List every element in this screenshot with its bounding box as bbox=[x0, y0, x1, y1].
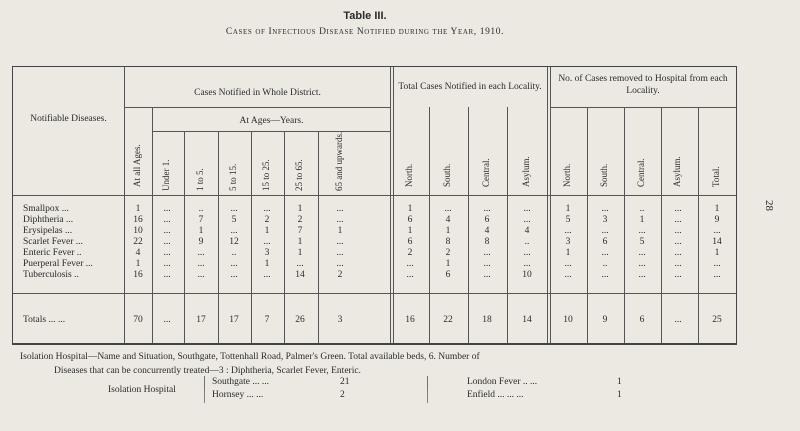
removed-column-header: South. bbox=[599, 163, 609, 187]
hospital-count: 21 bbox=[340, 377, 350, 387]
table-cell: ... bbox=[163, 259, 171, 269]
hospital-name: Southgate ... ... bbox=[212, 377, 269, 387]
totals-cell: 70 bbox=[133, 315, 143, 325]
table-cell: 1 bbox=[714, 248, 720, 258]
table-cell: 1 bbox=[407, 204, 413, 214]
page-number: 28 bbox=[763, 200, 775, 211]
disease-name: Erysipelas ... bbox=[23, 226, 73, 236]
table-cell: 2 bbox=[337, 270, 343, 280]
all-ages-header: At all Ages. bbox=[132, 144, 142, 187]
table-cell: ... bbox=[263, 270, 271, 280]
table-cell: ... bbox=[713, 259, 721, 269]
table-cell: ... bbox=[230, 226, 238, 236]
table-cell: 1 bbox=[407, 226, 413, 236]
table-cell: 10 bbox=[522, 270, 532, 280]
table-cell: ... bbox=[163, 215, 171, 225]
table-cell: ... bbox=[336, 237, 344, 247]
table-cell: 3 bbox=[602, 215, 608, 225]
removed-column-header: Central. bbox=[636, 158, 646, 187]
table-cell: 9 bbox=[714, 215, 720, 225]
table-cell: ... bbox=[674, 270, 682, 280]
table-cell: 1 bbox=[135, 204, 141, 214]
age-column-header: 25 to 65. bbox=[294, 159, 304, 191]
table-title: Table III. bbox=[343, 10, 387, 22]
table-cell: ... bbox=[444, 204, 452, 214]
table-cell: ... bbox=[564, 226, 572, 236]
table-cell: 6 bbox=[407, 215, 413, 225]
table-cell: ... bbox=[638, 248, 646, 258]
table-cell: 5 bbox=[565, 215, 571, 225]
column-rule bbox=[218, 131, 219, 343]
table-cell: 14 bbox=[712, 237, 722, 247]
totals-cell: 3 bbox=[337, 315, 343, 325]
table-cell: 6 bbox=[602, 237, 608, 247]
column-rule bbox=[184, 131, 185, 343]
whole-district-header: Cases Notified in Whole District. bbox=[194, 88, 321, 98]
table-cell: 14 bbox=[295, 270, 305, 280]
column-rule bbox=[624, 107, 625, 343]
table-cell: 4 bbox=[524, 226, 530, 236]
table-cell: ... bbox=[336, 204, 344, 214]
table-cell: ... bbox=[197, 248, 205, 258]
brace-left: | bbox=[203, 374, 207, 391]
table-cell: 1 bbox=[264, 259, 270, 269]
at-ages-years-header: At Ages—Years. bbox=[239, 116, 304, 126]
footer-line-2: Diseases that can be concurrently treated—3 : Diphtheria, Scarlet Fever, Enteric. bbox=[54, 366, 361, 376]
table-cell: ... bbox=[601, 270, 609, 280]
table-cell: 6 bbox=[484, 215, 490, 225]
table-cell: ... bbox=[336, 259, 344, 269]
table-cell: 12 bbox=[229, 237, 239, 247]
table-cell: ... bbox=[638, 259, 646, 269]
brace-right: | bbox=[426, 389, 429, 404]
brace-right: | bbox=[426, 374, 430, 391]
statistics-table bbox=[12, 66, 737, 345]
table-cell: 2 bbox=[445, 248, 451, 258]
age-column-header: 5 to 15. bbox=[228, 163, 238, 191]
totals-cell: 26 bbox=[295, 315, 305, 325]
table-cell: 6 bbox=[445, 270, 451, 280]
table-cell: ... bbox=[263, 204, 271, 214]
table-cell: 4 bbox=[135, 248, 141, 258]
table-cell: 1 bbox=[297, 204, 303, 214]
table-cell: 3 bbox=[565, 237, 571, 247]
header-rule bbox=[550, 107, 736, 108]
table-cell: .. bbox=[524, 237, 530, 247]
table-cell: 16 bbox=[133, 215, 143, 225]
table-cell: 1 bbox=[565, 204, 571, 214]
table-cell: 7 bbox=[198, 215, 204, 225]
hospital-name: London Fever .. ... bbox=[467, 377, 538, 387]
column-rule bbox=[587, 107, 588, 343]
table-cell: 1 bbox=[714, 204, 720, 214]
table-cell: ... bbox=[674, 248, 682, 258]
totals-label: Totals ... ... bbox=[23, 315, 66, 325]
totals-cell: ... bbox=[163, 315, 171, 325]
table-cell: 1 bbox=[565, 248, 571, 258]
table-cell: ... bbox=[406, 270, 414, 280]
table-cell: ... bbox=[713, 270, 721, 280]
totals-cell: 10 bbox=[563, 315, 573, 325]
table-cell: ... bbox=[230, 204, 238, 214]
table-cell: ... bbox=[674, 204, 682, 214]
column-rule bbox=[152, 107, 153, 343]
hospital-name: Enfield ... ... ... bbox=[467, 390, 524, 400]
table-cell: 2 bbox=[297, 215, 303, 225]
totals-cell: 9 bbox=[602, 315, 608, 325]
column-rule bbox=[468, 107, 469, 343]
locality-column-header: Asylum. bbox=[521, 156, 531, 187]
column-rule bbox=[507, 107, 508, 343]
header-rule bbox=[125, 107, 390, 108]
table-cell: ... bbox=[406, 259, 414, 269]
table-cell: .. bbox=[602, 259, 608, 269]
table-cell: ... bbox=[601, 226, 609, 236]
isolation-hospital-label: Isolation Hospital bbox=[108, 385, 176, 395]
column-rule bbox=[661, 107, 662, 343]
table-cell: 1 bbox=[198, 226, 204, 236]
totals-cell: 7 bbox=[264, 315, 270, 325]
header-rule bbox=[13, 195, 736, 196]
table-cell: ... bbox=[638, 270, 646, 280]
table-cell: 16 bbox=[133, 270, 143, 280]
table-cell: ... bbox=[483, 248, 491, 258]
table-cell: ... bbox=[163, 270, 171, 280]
totals-cell: 17 bbox=[229, 315, 239, 325]
age-column-header: 65 and upwards. bbox=[334, 131, 344, 191]
age-column-header: 15 to 25. bbox=[261, 159, 271, 191]
age-column-header: Under 1. bbox=[161, 159, 171, 191]
removed-column-header: Asylum. bbox=[672, 156, 682, 187]
table-cell: ... bbox=[230, 259, 238, 269]
totals-cell: ... bbox=[674, 315, 682, 325]
removed-column-header: North. bbox=[562, 163, 572, 187]
column-rule bbox=[284, 131, 285, 343]
table-subtitle: Cases of Infectious Disease Notified during the Year, 1910. bbox=[225, 27, 505, 37]
table-cell: ... bbox=[601, 248, 609, 258]
table-cell: ... bbox=[523, 248, 531, 258]
table-cell: ... bbox=[523, 259, 531, 269]
table-cell: 1 bbox=[297, 237, 303, 247]
age-column-header: 1 to 5. bbox=[195, 168, 205, 191]
notifiable-diseases-header: Notifiable Diseases. bbox=[30, 114, 107, 124]
disease-name: Enteric Fever .. bbox=[23, 248, 82, 258]
column-rule bbox=[698, 107, 699, 343]
removed-hospital-header: No. of Cases removed to Hospital from each Locality. bbox=[558, 74, 728, 96]
table-cell: ... bbox=[483, 270, 491, 280]
table-cell: .. bbox=[639, 204, 645, 214]
totals-cell: 6 bbox=[639, 315, 645, 325]
totals-rule bbox=[13, 293, 736, 294]
table-cell: ... bbox=[197, 270, 205, 280]
header-rule bbox=[153, 131, 390, 132]
totals-cell: 17 bbox=[196, 315, 206, 325]
disease-name: Smallpox ... bbox=[23, 204, 69, 214]
table-cell: ... bbox=[713, 226, 721, 236]
hospital-count: 1 bbox=[617, 377, 622, 387]
table-cell: ... bbox=[230, 270, 238, 280]
table-cell: ... bbox=[163, 226, 171, 236]
totals-cell: 18 bbox=[482, 315, 492, 325]
table-cell: 1 bbox=[337, 226, 343, 236]
table-cell: ... bbox=[674, 215, 682, 225]
totals-cell: 14 bbox=[522, 315, 532, 325]
table-cell: ... bbox=[674, 259, 682, 269]
table-cell: 10 bbox=[133, 226, 143, 236]
table-cell: 8 bbox=[445, 237, 451, 247]
table-cell: ... bbox=[263, 237, 271, 247]
removed-column-header: Total. bbox=[711, 166, 721, 187]
hospital-count: 1 bbox=[617, 390, 622, 400]
disease-name: Puerperal Fever ... bbox=[23, 259, 93, 269]
table-cell: ... bbox=[523, 204, 531, 214]
column-rule bbox=[318, 131, 319, 343]
brace-left: | bbox=[203, 389, 206, 404]
totals-cell: 22 bbox=[443, 315, 453, 325]
disease-name: Diphtheria ... bbox=[23, 215, 74, 225]
table-cell: 4 bbox=[445, 215, 451, 225]
table-cell: ... bbox=[483, 204, 491, 214]
table-cell: 1 bbox=[445, 226, 451, 236]
totals-cell: 25 bbox=[712, 315, 722, 325]
table-cell: 1 bbox=[264, 226, 270, 236]
locality-column-header: North. bbox=[404, 163, 414, 187]
table-cell: ... bbox=[674, 237, 682, 247]
table-cell: 1 bbox=[445, 259, 451, 269]
column-rule bbox=[251, 131, 252, 343]
locality-column-header: South. bbox=[442, 163, 452, 187]
table-cell: ... bbox=[163, 237, 171, 247]
disease-name: Tuberculosis .. bbox=[23, 270, 79, 280]
table-cell: ... bbox=[336, 215, 344, 225]
table-cell: ... bbox=[523, 215, 531, 225]
table-cell: 1 bbox=[297, 248, 303, 258]
table-cell: ... bbox=[674, 226, 682, 236]
table-cell: 5 bbox=[639, 237, 645, 247]
table-cell: 1 bbox=[639, 215, 645, 225]
table-cell: ... bbox=[296, 259, 304, 269]
table-cell: .. bbox=[231, 248, 237, 258]
totals-cell: 16 bbox=[405, 315, 415, 325]
table-cell: 8 bbox=[484, 237, 490, 247]
table-cell: 3 bbox=[264, 248, 270, 258]
disease-name: Scarlet Fever ... bbox=[23, 237, 83, 247]
table-cell: 2 bbox=[264, 215, 270, 225]
table-cell: ... bbox=[163, 248, 171, 258]
table-cell: .. bbox=[198, 204, 204, 214]
table-cell: ... bbox=[483, 259, 491, 269]
table-cell: 2 bbox=[407, 248, 413, 258]
table-cell: ... bbox=[163, 204, 171, 214]
table-cell: 22 bbox=[133, 237, 143, 247]
table-cell: 4 bbox=[484, 226, 490, 236]
table-cell: ... bbox=[336, 248, 344, 258]
table-cell: ... bbox=[638, 226, 646, 236]
locality-column-header: Central. bbox=[481, 158, 491, 187]
table-cell: 1 bbox=[135, 259, 141, 269]
footer-line-1: Isolation Hospital—Name and Situation, Southgate, Tottenhall Road, Palmer's Green. Total available beds, 6. Number of bbox=[20, 352, 480, 362]
table-cell: 7 bbox=[297, 226, 303, 236]
table-cell: ... bbox=[564, 259, 572, 269]
table-cell: 9 bbox=[198, 237, 204, 247]
table-cell: ... bbox=[197, 259, 205, 269]
hospital-count: 2 bbox=[340, 390, 345, 400]
column-rule bbox=[429, 107, 430, 343]
hospital-name: Hornsey ... ... bbox=[212, 390, 264, 400]
column-rule bbox=[547, 67, 551, 343]
table-cell: ... bbox=[564, 270, 572, 280]
table-cell: 5 bbox=[231, 215, 237, 225]
column-rule bbox=[390, 67, 394, 343]
table-cell: 6 bbox=[407, 237, 413, 247]
table-cell: ... bbox=[601, 204, 609, 214]
total-locality-header: Total Cases Notified in each Locality. bbox=[398, 82, 542, 92]
